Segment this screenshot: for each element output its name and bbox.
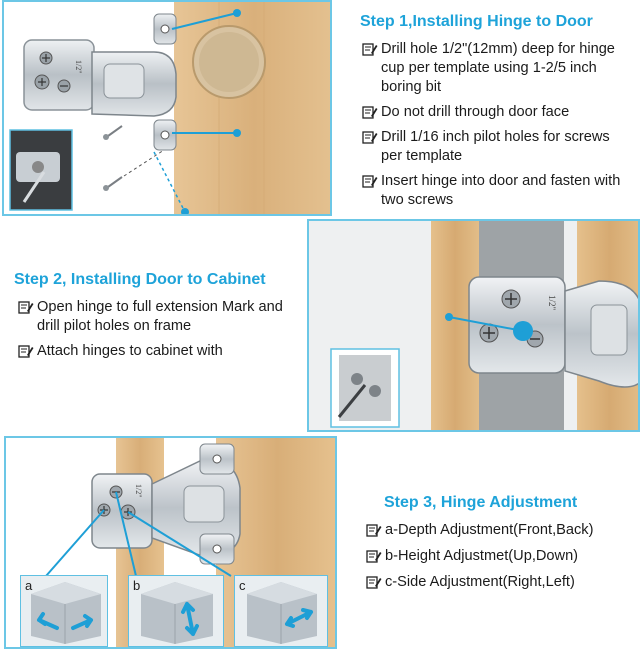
hinge-size-mark: 1/2" (74, 60, 83, 74)
step1-item (362, 128, 634, 166)
pencil-note-icon (362, 41, 378, 57)
step1-instructions (362, 40, 634, 216)
adjustment-diagram-a (20, 575, 108, 647)
step1-item-text: Do not drill through door face (381, 104, 570, 120)
step1-illustration-panel (2, 0, 332, 216)
step1-item (362, 40, 634, 97)
pencil-note-icon (362, 104, 378, 120)
step1-item (362, 172, 634, 210)
adjustment-letter-b: b (133, 578, 141, 593)
side-arrow-icon (235, 576, 327, 646)
step2-title: Step 2, Installing Door to Cabinet (14, 271, 266, 288)
pencil-note-icon (18, 343, 34, 359)
step3-title: Step 3, Hinge Adjustment (384, 494, 578, 511)
step3-item (366, 547, 640, 566)
step2-item (18, 342, 300, 361)
height-arrow-icon (129, 576, 223, 646)
step1-item (362, 103, 634, 122)
step3-item-text: a-Depth Adjustment(Front,Back) (385, 522, 594, 538)
hinge-mount-plate (24, 40, 94, 110)
hinge-size-mark: 1/2" (547, 295, 557, 311)
pencil-note-icon (366, 522, 382, 538)
step2-item-text: Open hinge to full extension Mark and drill pilot holes on frame (37, 299, 283, 334)
step3-item-text: b-Height Adjustmet(Up,Down) (385, 548, 579, 564)
step1-item-text: Drill 1/16 inch pilot holes for screws per template (381, 129, 610, 164)
adjustment-letter-c: c (239, 578, 246, 593)
adjustment-diagram-b (128, 575, 224, 647)
loose-screw (103, 177, 122, 191)
depth-arrow-icon (21, 576, 107, 646)
step1-item-text: Insert hinge into door and fasten with two screws (381, 173, 621, 208)
pencil-note-icon (366, 548, 382, 564)
adjustment-diagram-c (234, 575, 328, 647)
pencil-note-icon (362, 129, 378, 145)
adjustment-letter-a: a (25, 578, 33, 593)
step2-hinge-illustration (309, 221, 640, 432)
step3-item-text: c-Side Adjustment(Right,Left) (385, 574, 575, 590)
step2-illustration-panel (307, 219, 640, 432)
step2-item-text: Attach hinges to cabinet with (37, 343, 223, 359)
loose-screw (103, 126, 122, 140)
step3-item (366, 521, 640, 540)
step3-item (366, 573, 640, 592)
pencil-note-icon (18, 299, 34, 315)
hinge-size-mark: 1/2" (134, 484, 143, 498)
step1-item-text: Drill hole 1/2"(12mm) deep for hinge cup per template using 1-2/5 inch boring bit (381, 41, 615, 95)
step1-hinge-illustration (4, 2, 332, 216)
step3-instructions (366, 521, 640, 599)
pencil-note-icon (362, 173, 378, 189)
step2-instructions (18, 298, 300, 367)
step2-item (18, 298, 300, 336)
step1-title: Step 1,Installing Hinge to Door (360, 13, 593, 30)
step3-illustration-panel (4, 436, 337, 649)
pencil-note-icon (366, 574, 382, 590)
